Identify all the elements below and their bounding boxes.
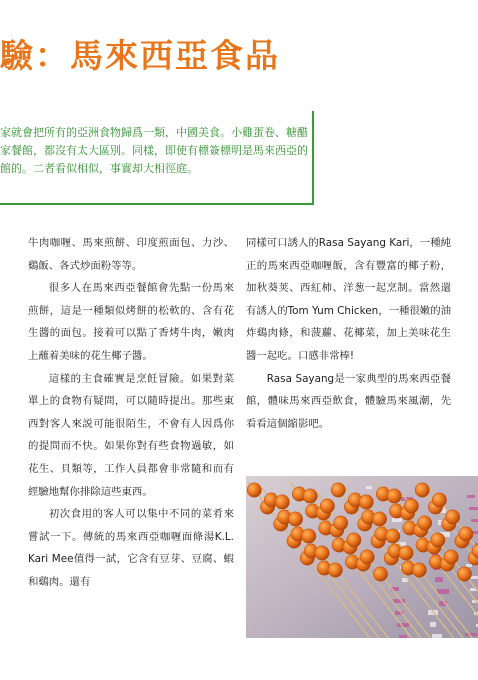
- page-title: 驗：馬來西亞食品: [0, 36, 280, 75]
- fish-ball: [404, 499, 418, 513]
- fish-ball: [247, 483, 261, 497]
- paper-pattern: [467, 495, 475, 498]
- fish-ball: [386, 529, 400, 543]
- fish-ball: [303, 489, 317, 503]
- fish-ball: [372, 512, 386, 526]
- paper-pattern: [366, 486, 372, 489]
- paper-pattern: [435, 577, 443, 582]
- fish-ball: [412, 563, 426, 577]
- paper-pattern: [473, 531, 478, 534]
- body-paragraph: Rasa Sayang是一家典型的馬來西亞餐館，體味馬來西亞飲食，體驗馬來風潮，先看看這個縮影吧。: [246, 372, 451, 430]
- paper-pattern: [399, 635, 407, 638]
- fish-ball: [275, 495, 289, 509]
- paper-pattern: [430, 622, 436, 627]
- fish-ball: [445, 510, 459, 524]
- intro-paragraph: [0, 124, 320, 178]
- fish-ball: [315, 546, 329, 560]
- paper-pattern: [469, 507, 478, 510]
- fish-ball: [288, 512, 302, 526]
- intro-line: 館的。二者看似相似，事實却大相徑庭。: [0, 162, 198, 175]
- article-column-left: [28, 232, 234, 594]
- paper-pattern: [392, 518, 402, 522]
- fish-ball: [399, 546, 413, 560]
- fish-ball: [331, 483, 345, 497]
- body-paragraph: 這樣的主食確實是烹飪冒險。如果對菜單上的食物有疑問，可以隨時提出。那些東西對客人來説可能很陌生，不會有人因爲你的提問而不快。如果你對有些食物過敏，如花生、貝類等，工作人員都會非常隨和而有經驗地幫你排除這些東西。: [28, 372, 234, 498]
- fish-ball: [387, 489, 401, 503]
- fish-ball: [431, 533, 445, 547]
- fish-ball: [432, 493, 446, 507]
- fish-ball: [373, 567, 387, 581]
- fish-ball: [328, 563, 342, 577]
- fish-ball: [302, 529, 316, 543]
- fish-ball: [359, 495, 373, 509]
- paper-pattern: [466, 564, 472, 567]
- body-paragraph: 初次食用的客人可以集中不同的菜肴來嘗試一下。傳統的馬來西亞咖喱面條湯K.L. Kari Mee值得一試，它含有豆芽、豆腐、蝦和鷄肉。還有: [28, 508, 234, 588]
- fish-ball: [415, 483, 429, 497]
- intro-line: 家餐館，都沒有太大區別。同樣，即使有標簽標明是馬來西亞的: [0, 144, 308, 157]
- fish-ball: [360, 550, 374, 564]
- paper-pattern: [432, 634, 442, 638]
- food-photo: [246, 476, 478, 638]
- body-paragraph: 牛肉咖喱、馬來煎餅、印度煎面包、力沙、鷄飯、各式炒面粉等等。: [28, 237, 234, 272]
- body-paragraph: 很多人在馬來西亞餐館會先點一份馬來煎餅，這是一種類似烤餅的松軟的、含有花生醬的面包。接着可以點了香烤牛肉，嫩肉上蘸着美味的花生椰子醬。: [28, 282, 234, 362]
- fish-ball: [347, 533, 361, 547]
- fish-ball: [333, 516, 347, 530]
- article-column-right: [246, 232, 451, 435]
- fish-ball: [457, 567, 471, 581]
- fish-ball: [459, 527, 473, 541]
- fish-ball: [444, 550, 458, 564]
- fish-ball: [320, 499, 334, 513]
- paper-pattern: [437, 589, 449, 594]
- body-paragraph: 同樣可口誘人的Rasa Sayang Kari，一種純正的馬來西亞咖喱飯，含有豐富的椰子粉，加秋葵荚、西紅柿、洋葱一起烹制。當然還有誘人的Tom Yum Chicken，一種很嫩的油炸鷄肉條，和菠蘿、花椰菜，加上美味花生醬一起吃。口感非常棒!: [246, 237, 451, 362]
- fish-ball: [417, 516, 431, 530]
- intro-line: 家就會把所有的亞洲食物歸爲一類，中國美食。小雞蛋卷、糖醋: [0, 126, 308, 139]
- paper-pattern: [471, 519, 478, 522]
